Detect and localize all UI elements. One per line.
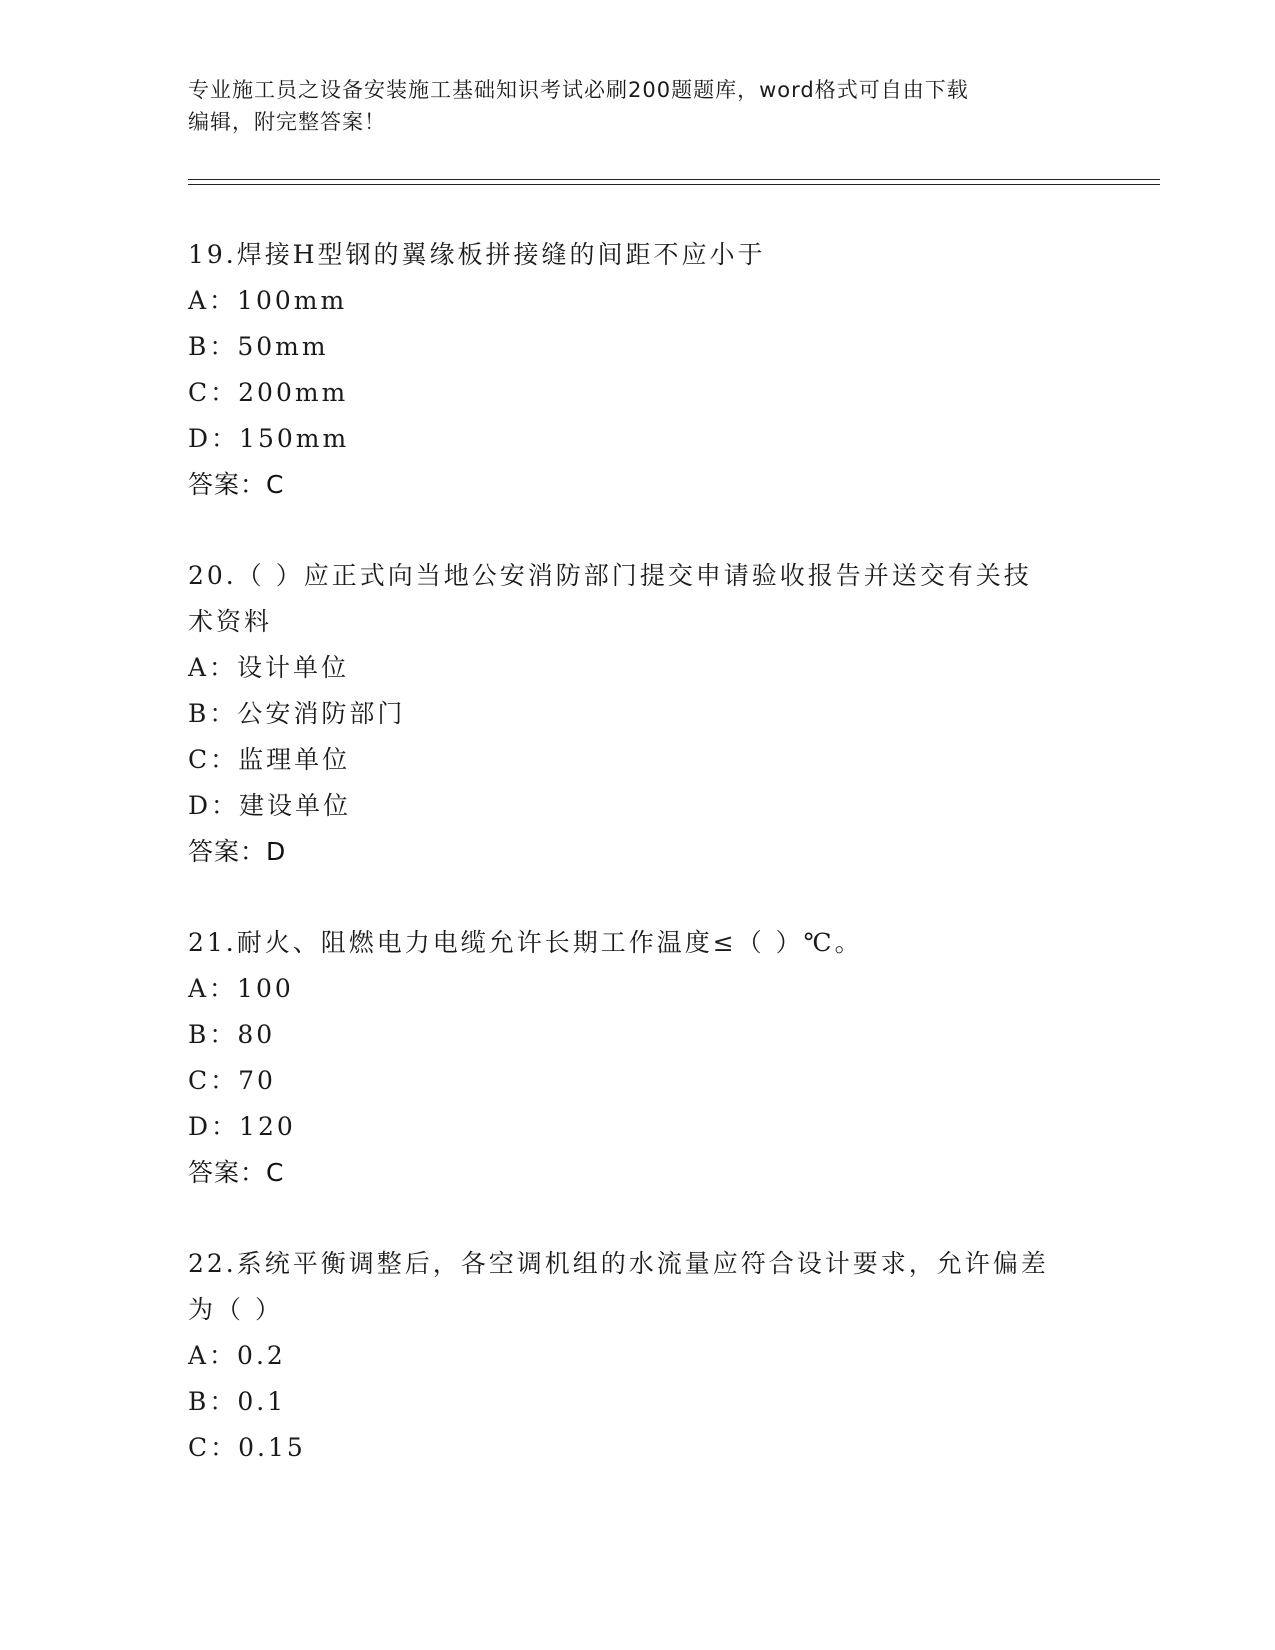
option-a: A：100 (188, 974, 294, 1003)
header-divider-bottom (188, 184, 1160, 185)
question-stem: 20.（ ）应正式向当地公安消防部门提交申请验收报告并送交有关技 (188, 561, 1032, 590)
question-stem: 22.系统平衡调整后，各空调机组的水流量应符合设计要求，允许偏差 (188, 1249, 1049, 1278)
answer-line: 答案：C (188, 1158, 285, 1187)
option-b: B：公安消防部门 (188, 699, 406, 728)
option-c: C：监理单位 (188, 745, 351, 774)
answer-line: 答案：D (188, 837, 287, 866)
option-a: A：0.2 (188, 1341, 286, 1370)
question-stem: 21.耐火、阻燃电力电缆允许长期工作温度≤（ ）℃。 (188, 928, 863, 957)
option-d: D：150mm (188, 424, 350, 453)
answer-line: 答案：C (188, 470, 285, 499)
question-stem: 19.焊接H型钢的翼缘板拼接缝的间距不应小于 (188, 240, 766, 269)
option-c: C：70 (188, 1066, 276, 1095)
header-line-2: 编辑，附完整答案！ (188, 110, 386, 134)
question-21 (188, 920, 1088, 1196)
question-19 (188, 232, 1088, 508)
option-b: B：0.1 (188, 1387, 287, 1416)
question-stem-continued: 术资料 (188, 607, 273, 636)
option-b: B：50mm (188, 332, 329, 361)
header-divider-top (188, 179, 1160, 180)
option-b: B：80 (188, 1020, 276, 1049)
question-22 (188, 1241, 1088, 1471)
question-20 (188, 553, 1088, 875)
question-stem-continued: 为（ ） (188, 1295, 283, 1324)
option-c: C：0.15 (188, 1433, 306, 1462)
option-d: D：建设单位 (188, 791, 352, 820)
option-a: A：100mm (188, 286, 348, 315)
document-header (188, 74, 1088, 138)
question-list (188, 232, 1088, 1516)
option-a: A：设计单位 (188, 653, 350, 682)
header-line-1: 专业施工员之设备安装施工基础知识考试必刷200题题库，word格式可自由下载 (188, 78, 969, 102)
option-d: D：120 (188, 1112, 296, 1141)
option-c: C：200mm (188, 378, 349, 407)
